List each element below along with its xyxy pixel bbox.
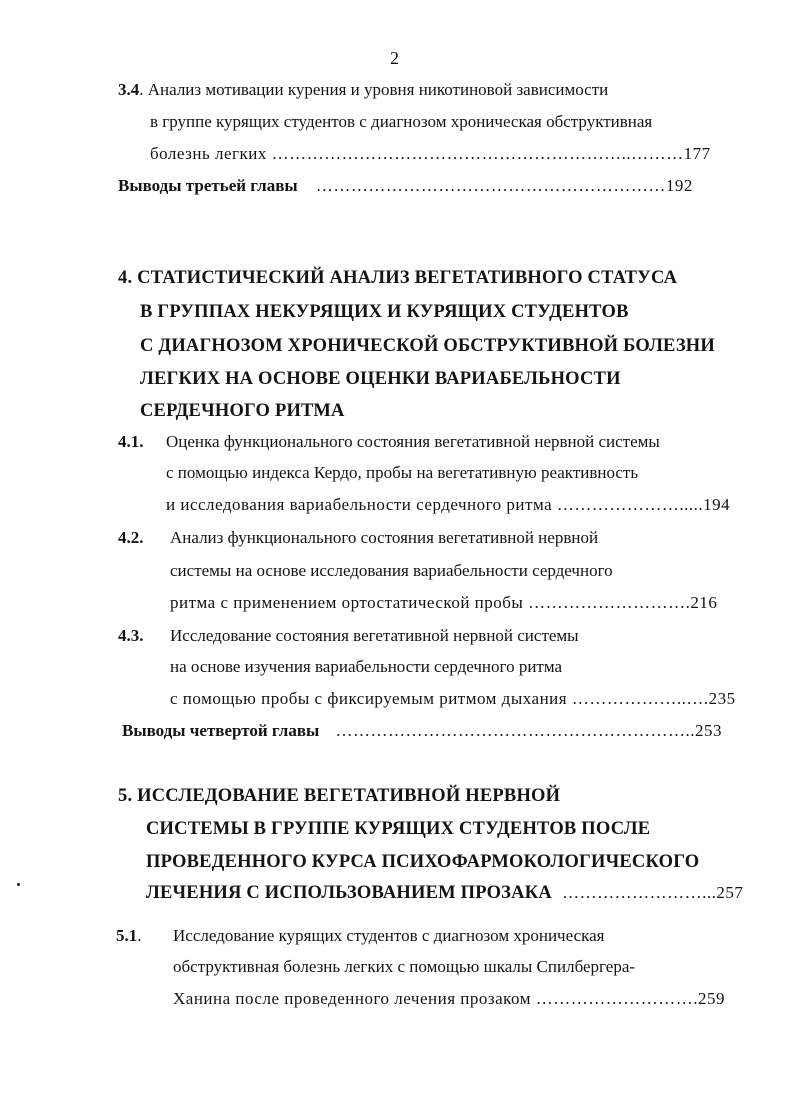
- toc-summary-4-leader: ……………………………………………………..253: [335, 721, 723, 740]
- margin-speck: [17, 883, 20, 886]
- chapter-5-leader: ……………………...257: [562, 883, 744, 902]
- toc-summary-4: [122, 721, 722, 741]
- toc-entry-4-1-line3: и исследования вариабельности сердечного ритма ………………….....194: [166, 495, 731, 514]
- chapter-5-heading-line1: 5. ИССЛЕДОВАНИЕ ВЕГЕТАТИВНОЙ НЕРВНОЙ: [118, 786, 561, 806]
- chapter-4-heading-line5: СЕРДЕЧНОГО РИТМА: [140, 401, 345, 421]
- toc-entry-3-4-line2: в группе курящих студентов с диагнозом хроническая обструктивная: [150, 112, 653, 131]
- toc-entry-3-4-line1: [118, 80, 608, 100]
- toc-summary-3-label: Выводы третьей главы: [118, 176, 298, 195]
- toc-entry-4-2-line2: системы на основе исследования вариабельности сердечного: [170, 561, 613, 580]
- toc-entry-4-3-line3: с помощью пробы с фиксируемым ритмом дыхания ………………..….235: [170, 689, 736, 708]
- toc-entry-4-1-number: 4.1.: [118, 432, 144, 451]
- toc-entry-3-4-title-line1: . Анализ мотивации курения и уровня никотиновой зависимости: [139, 80, 609, 99]
- toc-entry-3-4-number: 3.4: [118, 80, 140, 99]
- toc-entry-5-1-number: [116, 926, 142, 946]
- toc-entry-5-1-number-dot: .: [137, 926, 142, 945]
- toc-entry-5-1-line2: обструктивная болезнь легких с помощью шкалы Спилбергера-: [173, 957, 636, 976]
- chapter-4-heading-line3: С ДИАГНОЗОМ ХРОНИЧЕСКОЙ ОБСТРУКТИВНОЙ БОЛЕЗНИ: [140, 336, 715, 356]
- toc-summary-3: [118, 176, 693, 196]
- toc-entry-4-2-number: 4.2.: [118, 528, 144, 547]
- chapter-5-heading-line4-text: ЛЕЧЕНИЯ С ИСПОЛЬЗОВАНИЕМ ПРОЗАКА: [146, 883, 552, 903]
- toc-summary-3-leader: ……………………………………………………192: [315, 176, 693, 195]
- toc-entry-3-4-line3: болезнь легких ……………………………………………………..………177: [150, 144, 711, 163]
- page-number: 2: [390, 48, 399, 68]
- toc-entry-5-1-number-text: 5.1: [116, 926, 138, 945]
- toc-entry-5-1-line1: Исследование курящих студентов с диагнозом хроническая: [173, 926, 605, 945]
- toc-entry-4-1-line1: Оценка функционального состояния вегетативной нервной системы: [166, 432, 660, 451]
- toc-entry-4-3-line2: на основе изучения вариабельности сердечного ритма: [170, 657, 563, 676]
- toc-summary-4-label: Выводы четвертой главы: [122, 721, 320, 740]
- chapter-4-heading-line2: В ГРУППАХ НЕКУРЯЩИХ И КУРЯЩИХ СТУДЕНТОВ: [140, 302, 629, 322]
- toc-entry-5-1-line3: Ханина после проведенного лечения прозаком ……………………….259: [173, 989, 725, 1008]
- chapter-4-heading-line1: 4. СТАТИСТИЧЕСКИЙ АНАЛИЗ ВЕГЕТАТИВНОГО СТАТУСА: [118, 268, 678, 288]
- toc-entry-4-3-line1: Исследование состояния вегетативной нервной системы: [170, 626, 579, 645]
- chapter-5-heading-line3: ПРОВЕДЕННОГО КУРСА ПСИХОФАРМОКОЛОГИЧЕСКОГО: [146, 852, 700, 872]
- toc-entry-4-2-line1: Анализ функционального состояния вегетативной нервной: [170, 528, 599, 547]
- chapter-4-heading-line4: ЛЕГКИХ НА ОСНОВЕ ОЦЕНКИ ВАРИАБЕЛЬНОСТИ: [140, 369, 621, 389]
- toc-entry-4-2-line3: ритма с применением ортостатической пробы ……………………….216: [170, 593, 718, 612]
- chapter-5-heading-line4: [146, 883, 743, 903]
- toc-entry-4-1-line2: с помощью индекса Кердо, пробы на вегетативную реактивность: [166, 463, 639, 482]
- toc-entry-4-3-number: 4.3.: [118, 626, 144, 645]
- chapter-5-heading-line2: СИСТЕМЫ В ГРУППЕ КУРЯЩИХ СТУДЕНТОВ ПОСЛЕ: [146, 819, 651, 839]
